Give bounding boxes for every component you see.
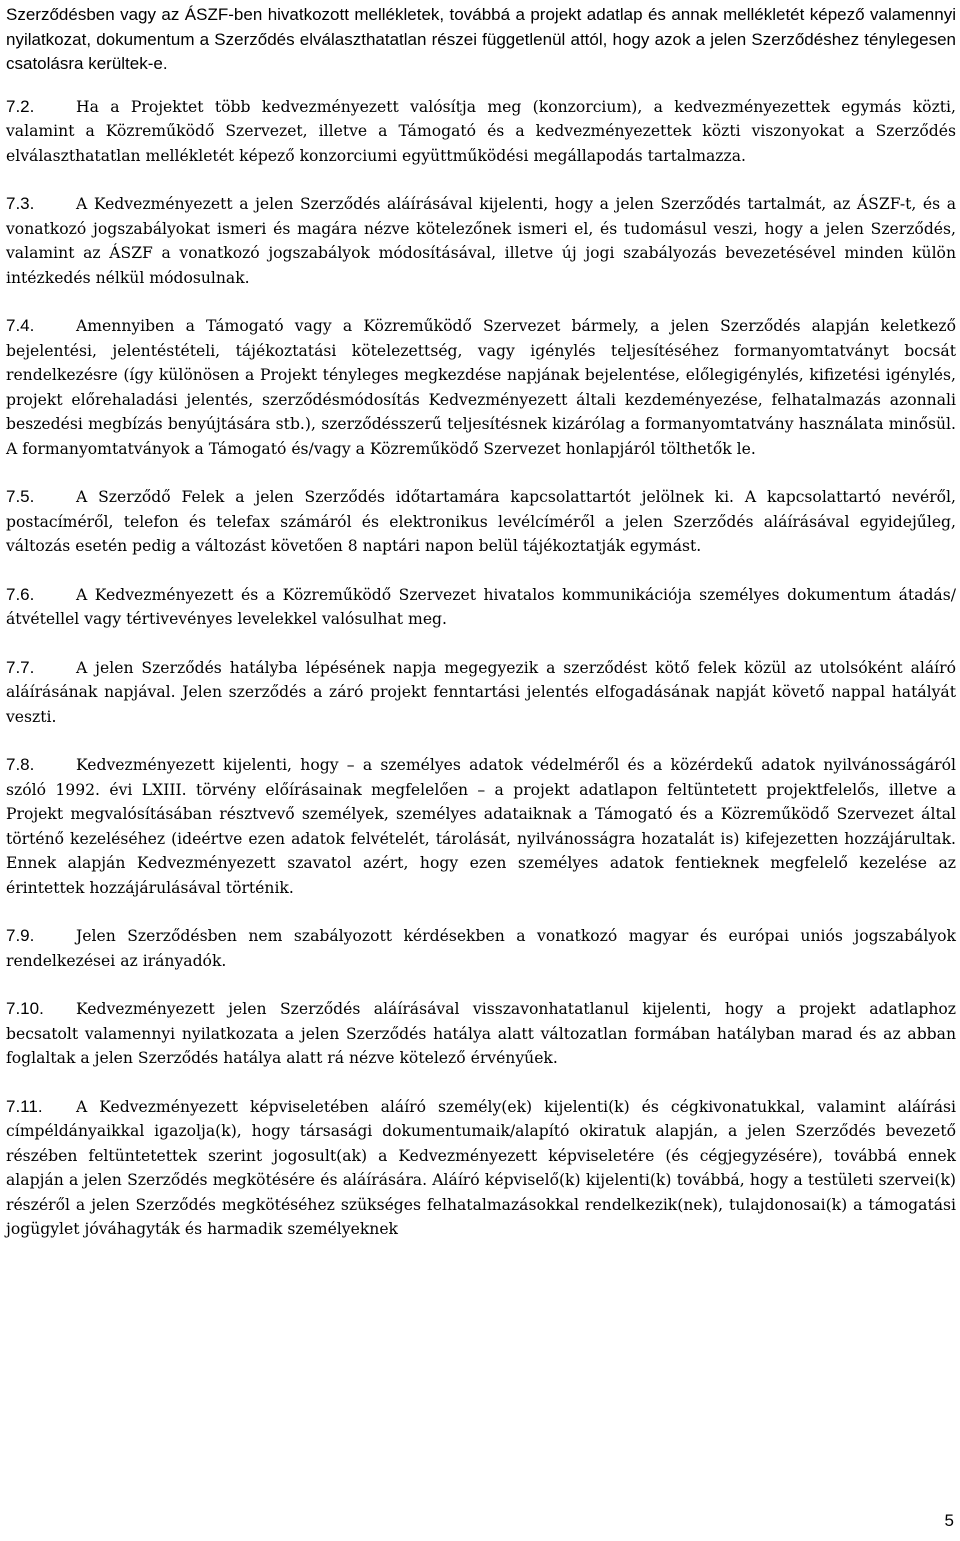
section-text: A Szerződő Felek a jelen Szerződés időtartamára kapcsolattartót jelölnek ki. A kapcsolattartó nevéről, postacíméről, telefon és telefax számáról és elektronikus levélcíméről a jelen Szerződés aláírásával egyidejűleg, változás esetén pedig a változást követően 8 naptári napon belül tájékoztatják egymást. [6, 488, 956, 555]
section-7-7 [6, 656, 956, 730]
section-text: Amennyiben a Támogató vagy a Közreműködő Szervezet bármely, a jelen Szerződés alapján keletkező bejelentési, jelentéstételi, tájékoztatási kötelezettség, vagy igénylés teljesítéséhez formanyomtatványt bocsát rendelkezésre (így különösen a Projekt tényleges megkezdése napjának bejelentése, előlegigénylés, kifizetési igénylés, projekt előrehaladási jelentés, szerződésmódosítás Kedvezményezett általi kezdeményezése, felhatalmazás azonnali beszedési megbízás benyújtására stb.), szerződésszerű teljesítésnek kizárólag a formanyomtatvány használata minősül. A formanyomtatványok a Támogató és/vagy a Közreműködő Szervezet honlapjáról tölthetők le. [6, 317, 956, 458]
document-page [6, 0, 956, 1266]
section-text: Kedvezményezett kijelenti, hogy – a személyes adatok védelméről és a közérdekű adatok nyilvánosságáról szóló 1992. évi LXIII. törvény előírásainak megfelelően – a projekt adatlapon feltüntetett projektfelelős, illetve a Projekt megvalósításában résztvevő személyek, személyes adataiknak a Támogató és a Közreműködő Szervezet által történő kezeléséhez (ideértve ezen adatok felvételét, tárolását, nyilvánosságra hozatalát is) kifejezetten hozzájárultak. Ennek alapján Kedvezményezett szavatol azért, hogy ezen személyes adatok fentieknek megfelelő kezelése az érintettek hozzájárulásával történik. [6, 756, 956, 897]
section-7-8 [6, 753, 956, 900]
section-text: Kedvezményezett jelen Szerződés aláírásával visszavonhatatlanul kijelenti, hogy a projekt adatlaphoz becsatolt valamennyi nyilatkozata a jelen Szerződés hatálya alatt változatlan formában hatályban marad és az abban foglaltak a jelen Szerződés hatálya alatt rá nézve kötelező érvényűek. [6, 1000, 956, 1067]
section-7-4 [6, 314, 956, 461]
section-7-11 [6, 1095, 956, 1242]
section-7-5 [6, 485, 956, 559]
section-number: 7.10. [6, 999, 44, 1018]
section-number: 7.9. [6, 926, 35, 945]
section-number: 7.4. [6, 316, 35, 335]
section-number: 7.5. [6, 487, 35, 506]
section-text: Ha a Projektet több kedvezményezett valósítja meg (konzorcium), a kedvezményezettek egymás közti, valamint a Közreműködő Szervezet, illetve a Támogató és a kedvezményezettek közti viszonyokat a Szerződés elválaszthatatlan mellékletét képező konzorciumi együttműködési megállapodás tartalmazza. [6, 97, 956, 165]
section-text: A Kedvezményezett és a Közreműködő Szervezet hivatalos kommunikációja személyes dokumentum átadás/átvétellel vagy tértivevényes levelekkel valósulhat meg. [6, 585, 956, 628]
section-text: Jelen Szerződésben nem szabályozott kérdésekben a vonatkozó magyar és európai uniós jogszabályok rendelkezései az irányadók. [6, 927, 956, 970]
section-number: 7.8. [6, 755, 35, 774]
section-text: A Kedvezményezett a jelen Szerződés aláírásával kijelenti, hogy a jelen Szerződés tartalmát, az ÁSZF-t, és a vonatkozó jogszabályokat ismeri és magára nézve kötelezőnek ismeri el, és tudomásul veszi, hogy a jelen Szerződés, valamint az ÁSZF a vonatkozó jogszabályok módosításával, illetve új jogi szabályozás bevezetésével minden külön intézkedés nélkül módosulnak. [6, 195, 956, 287]
section-number: 7.7. [6, 657, 35, 677]
section-number: 7.3. [6, 194, 35, 213]
page-number: 5 [944, 1511, 954, 1530]
section-number: 7.6. [6, 584, 35, 604]
section-number: 7.11. [6, 1096, 43, 1116]
section-text: A jelen Szerződés hatályba lépésének napja megegyezik a szerződést kötő felek közül az utolsóként aláíró aláírásának napjával. Jelen szerződés a záró projekt fenntartási jelentés elfogadásának napját követő nappal hatályát veszti. [6, 658, 956, 726]
section-text: A Kedvezményezett képviseletében aláíró személy(ek) kijelenti(k) és cégkivonatukkal, valamint aláírási címpéldányaikkal igazolja(k), hogy társasági dokumentumaik/alapító okiratuk alapján, a jelen Szerződés bevezető részében feltüntetettek szerint jogosult(ak) a Kedvezményezett képviseletére (és cégjegyzésére), továbbá ennek alapján a jelen Szerződés megkötésére és aláírására. Aláíró képviselő(k) kijelenti(k) továbbá, hogy a testületi szervei(k) részéről a jelen Szerződés megkötéséhez szükséges felhatalmazásokkal rendelkezik(nek), tulajdonosai(k) a támogatási jogügylet jóváhagyták és harmadik személyeknek [6, 1097, 956, 1238]
intro-paragraph: Szerződésben vagy az ÁSZF-ben hivatkozott mellékletek, továbbá a projekt adatlap és annak mellékletét képező valamennyi nyilatkozat, dokumentum a Szerződés elválaszthatatlan részei függetlenül attól, hogy azok a jelen Szerződéshez ténylegesen csatolásra kerültek-e. [6, 5, 956, 73]
section-7-9 [6, 924, 956, 973]
section-number: 7.2. [6, 96, 35, 116]
section-7-6 [6, 583, 956, 632]
section-7-10 [6, 997, 956, 1071]
section-7-2 [6, 95, 956, 169]
section-7-3 [6, 192, 956, 290]
